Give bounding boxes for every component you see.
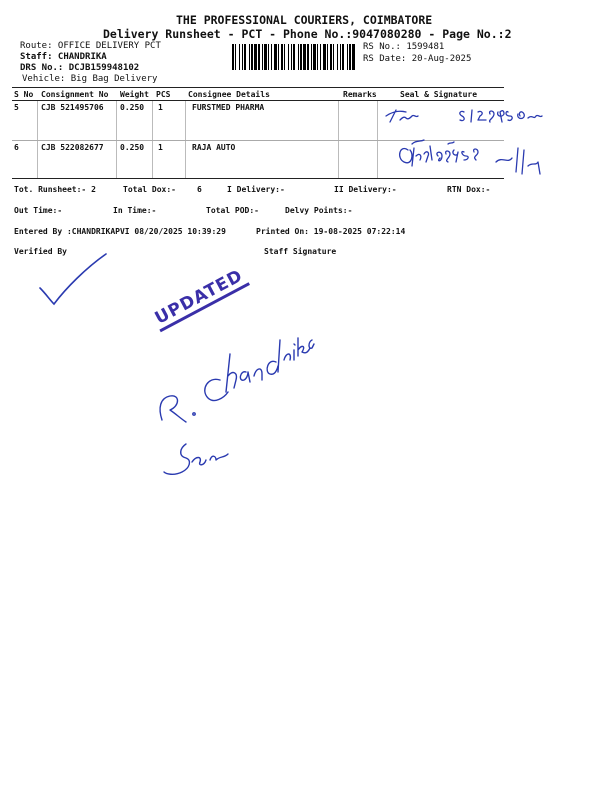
barcode-bar: [242, 44, 243, 70]
out-time: Out Time:-: [14, 206, 63, 215]
entered-by: Entered By :CHANDRIKAPVI 08/20/2025 10:39:29: [14, 227, 226, 236]
rs-date: RS Date: 20-Aug-2025: [363, 54, 472, 64]
barcode-bar: [284, 44, 285, 70]
barcode-bar: [258, 44, 260, 70]
stamp-text: UPDATED: [150, 265, 250, 333]
checkmark-icon: [36, 250, 112, 310]
tot-runsheet: Tot. Runsheet:- 2: [14, 185, 96, 194]
barcode-bar: [327, 44, 328, 70]
barcode-bar: [352, 44, 355, 70]
printed-on: Printed On: 19-08-2025 07:22:14: [256, 227, 406, 236]
delvy-points: Delvy Points:-: [285, 206, 353, 215]
rtn-dox: RTN Dox:-: [447, 185, 491, 194]
row-sno: 5: [14, 103, 19, 112]
barcode-bar: [320, 44, 321, 70]
barcode-bar: [232, 44, 234, 70]
barcode-bar: [271, 44, 272, 70]
row-pcs: 1: [158, 143, 163, 152]
barcode-bar: [298, 44, 299, 70]
barcode-bar: [264, 44, 267, 70]
row-consignee: FURSTMED PHARMA: [192, 103, 265, 112]
total-pod: Total POD:-: [206, 206, 259, 215]
barcode-bar: [300, 44, 302, 70]
verified-by: Verified By: [14, 247, 67, 256]
col-pcs: PCS: [156, 90, 171, 99]
barcode-bar: [307, 44, 309, 70]
barcode-bar: [254, 44, 257, 70]
col-sno: S No: [14, 90, 34, 99]
barcode-bar: [333, 44, 334, 70]
barcode-bar: [342, 44, 344, 70]
route-label: Route: OFFICE DELIVERY PCT: [20, 41, 161, 51]
total-dox-label: Total Dox:-: [123, 185, 176, 194]
barcode-image: [232, 44, 358, 70]
barcode-bar: [262, 44, 263, 70]
barcode-bar: [337, 44, 338, 70]
barcode-bar: [249, 44, 250, 70]
barcode-bar: [281, 44, 283, 70]
i-delivery: I Delivery:-: [227, 185, 285, 194]
barcode-bar: [244, 44, 246, 70]
vehicle-label: Vehicle: Big Bag Delivery: [22, 74, 158, 84]
row-weight: 0.250: [120, 143, 145, 152]
col-seal-signature: Seal & Signature: [400, 90, 478, 99]
col-consignment: Consignment No: [41, 90, 109, 99]
col-weight: Weight: [120, 90, 149, 99]
barcode-bar: [268, 44, 269, 70]
company-name: THE PROFESSIONAL COURIERS, COIMBATORE: [176, 13, 433, 27]
barcode-bar: [323, 44, 326, 70]
ii-delivery: II Delivery:-: [334, 185, 397, 194]
barcode-bar: [278, 44, 279, 70]
barcode-bar: [251, 44, 253, 70]
barcode-bar: [293, 44, 295, 70]
staff-label: Staff: CHANDRIKA: [20, 52, 107, 62]
staff-signature-label: Staff Signature: [264, 247, 337, 256]
barcode-bar: [349, 44, 351, 70]
col-consignee: Consignee Details: [188, 90, 270, 99]
barcode-bar: [340, 44, 341, 70]
barcode-bar: [291, 44, 292, 70]
barcode-bar: [274, 44, 277, 70]
runsheet-title: Delivery Runsheet - PCT - Phone No.:9047080280 - Page No.:2: [103, 27, 512, 41]
in-time: In Time:-: [113, 206, 157, 215]
rs-number: RS No.: 1599481: [363, 42, 445, 52]
barcode-bar: [330, 44, 332, 70]
initials-scribble: [160, 438, 240, 480]
barcode-bar: [288, 44, 289, 70]
row-weight: 0.250: [120, 103, 145, 112]
row-consignment: CJB 522082677: [41, 143, 104, 152]
barcode-bar: [303, 44, 306, 70]
handwritten-signature: [378, 100, 578, 188]
row-pcs: 1: [158, 103, 163, 112]
drs-number: DRS No.: DCJB159948102: [20, 63, 140, 73]
barcode-bar: [235, 44, 236, 70]
row-consignee: RAJA AUTO: [192, 143, 236, 152]
staff-handwritten-signature: [150, 280, 320, 430]
barcode-bar: [239, 44, 240, 70]
barcode-bar: [317, 44, 318, 70]
barcode-bar: [313, 44, 316, 70]
total-dox-value: 6: [197, 185, 202, 194]
col-remarks: Remarks: [343, 90, 377, 99]
row-sno: 6: [14, 143, 19, 152]
barcode-bar: [347, 44, 348, 70]
barcode-bar: [311, 44, 312, 70]
table-top-rule: [12, 87, 504, 88]
row-consignment: CJB 521495706: [41, 103, 104, 112]
